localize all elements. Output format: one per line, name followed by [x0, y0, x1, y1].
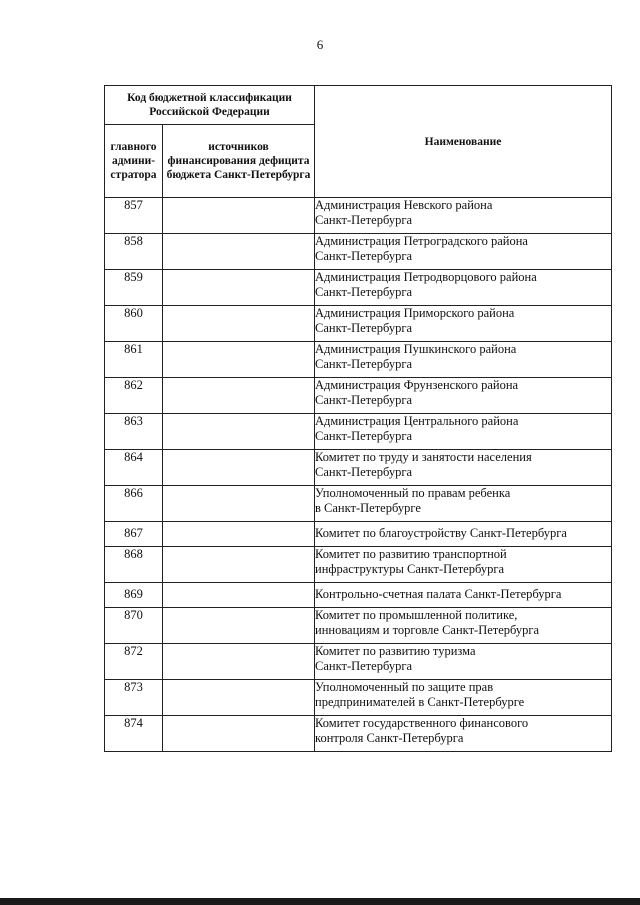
name-line: Санкт-Петербурга	[315, 249, 413, 263]
name-line: Уполномоченный по защите прав	[315, 680, 494, 694]
admin-code-cell: 868	[105, 547, 163, 583]
table-body	[105, 198, 612, 752]
admin-code-cell: 857	[105, 198, 163, 234]
name-cell	[315, 270, 612, 306]
table-row	[105, 583, 612, 608]
name-line: Санкт-Петербурга	[315, 429, 413, 443]
table-row	[105, 644, 612, 680]
name-cell	[315, 486, 612, 522]
table-row	[105, 378, 612, 414]
name-line: Администрация Пушкинского района	[315, 342, 517, 356]
name-cell	[315, 608, 612, 644]
admin-code-cell: 862	[105, 378, 163, 414]
source-code-cell	[163, 716, 315, 752]
source-code-cell	[163, 644, 315, 680]
table-row	[105, 234, 612, 270]
table-row	[105, 306, 612, 342]
page-number: 6	[316, 37, 324, 52]
name-line: Комитет по труду и занятости населения	[315, 450, 532, 464]
source-code-cell	[163, 486, 315, 522]
name-line: Администрация Невского района	[315, 198, 493, 212]
header-budget-classification-code: Код бюджетной классификации Российской Федерации	[105, 86, 315, 125]
table-row	[105, 680, 612, 716]
name-cell	[315, 547, 612, 583]
name-line: Уполномоченный по правам ребенка	[315, 486, 511, 500]
name-line: Комитет по развитию туризма	[315, 644, 476, 658]
admin-code-cell: 859	[105, 270, 163, 306]
table-row	[105, 450, 612, 486]
name-line: Санкт-Петербурга	[315, 659, 413, 673]
source-code-cell	[163, 378, 315, 414]
name-line: Администрация Петродворцового района	[315, 270, 537, 284]
name-cell	[315, 198, 612, 234]
name-line: инфраструктуры Санкт-Петербурга	[315, 562, 505, 576]
name-line: Комитет государственного финансового	[315, 716, 529, 730]
name-cell	[315, 522, 612, 547]
name-line: Комитет по промышленной политике,	[315, 608, 518, 622]
budget-classification-table	[104, 85, 612, 752]
admin-code-cell: 873	[105, 680, 163, 716]
source-code-cell	[163, 547, 315, 583]
name-line: Администрация Фрунзенского района	[315, 378, 519, 392]
name-line: Комитет по развитию транспортной	[315, 547, 507, 561]
name-line: Санкт-Петербурга	[315, 321, 413, 335]
table-row	[105, 342, 612, 378]
source-code-cell	[163, 414, 315, 450]
admin-code-cell: 861	[105, 342, 163, 378]
source-code-cell	[163, 234, 315, 270]
name-cell	[315, 716, 612, 752]
name-cell	[315, 450, 612, 486]
header-financing-sources: источников финансирования дефицита бюджета Санкт-Петербурга	[163, 125, 315, 198]
source-code-cell	[163, 342, 315, 378]
scan-edge	[0, 898, 640, 905]
source-code-cell	[163, 680, 315, 716]
admin-code-cell: 870	[105, 608, 163, 644]
name-cell	[315, 342, 612, 378]
table-row	[105, 414, 612, 450]
name-line: Санкт-Петербурга	[315, 357, 413, 371]
name-line: Санкт-Петербурга	[315, 285, 413, 299]
name-line: Санкт-Петербурга	[315, 213, 413, 227]
table-row	[105, 486, 612, 522]
admin-code-cell: 866	[105, 486, 163, 522]
admin-code-cell: 860	[105, 306, 163, 342]
name-cell	[315, 378, 612, 414]
header-main-administrator: главного админи-стратора	[105, 125, 163, 198]
table-row	[105, 522, 612, 547]
source-code-cell	[163, 270, 315, 306]
table-row	[105, 608, 612, 644]
admin-code-cell: 869	[105, 583, 163, 608]
name-line: Контрольно-счетная палата Санкт-Петербурга	[315, 587, 562, 601]
name-line: Администрация Центрального района	[315, 414, 519, 428]
header-name: Наименование	[315, 86, 612, 198]
table-row	[105, 547, 612, 583]
admin-code-cell: 864	[105, 450, 163, 486]
source-code-cell	[163, 306, 315, 342]
source-code-cell	[163, 450, 315, 486]
name-line: Санкт-Петербурга	[315, 465, 413, 479]
admin-code-cell: 867	[105, 522, 163, 547]
table-row	[105, 270, 612, 306]
name-line: Комитет по благоустройству Санкт-Петербурга	[315, 526, 567, 540]
name-cell	[315, 234, 612, 270]
source-code-cell	[163, 583, 315, 608]
name-cell	[315, 583, 612, 608]
table-row	[105, 198, 612, 234]
name-line: инновациям и торговле Санкт-Петербурга	[315, 623, 540, 637]
admin-code-cell: 872	[105, 644, 163, 680]
admin-code-cell: 858	[105, 234, 163, 270]
table-row	[105, 716, 612, 752]
admin-code-cell: 863	[105, 414, 163, 450]
name-line: предпринимателей в Санкт-Петербурге	[315, 695, 525, 709]
name-line: контроля Санкт-Петербурга	[315, 731, 464, 745]
name-cell	[315, 414, 612, 450]
admin-code-cell: 874	[105, 716, 163, 752]
name-cell	[315, 644, 612, 680]
name-line: Администрация Приморского района	[315, 306, 515, 320]
name-line: Санкт-Петербурга	[315, 393, 413, 407]
name-line: в Санкт-Петербурге	[315, 501, 421, 515]
name-cell	[315, 306, 612, 342]
source-code-cell	[163, 198, 315, 234]
source-code-cell	[163, 522, 315, 547]
source-code-cell	[163, 608, 315, 644]
name-line: Администрация Петроградского района	[315, 234, 528, 248]
name-cell	[315, 680, 612, 716]
